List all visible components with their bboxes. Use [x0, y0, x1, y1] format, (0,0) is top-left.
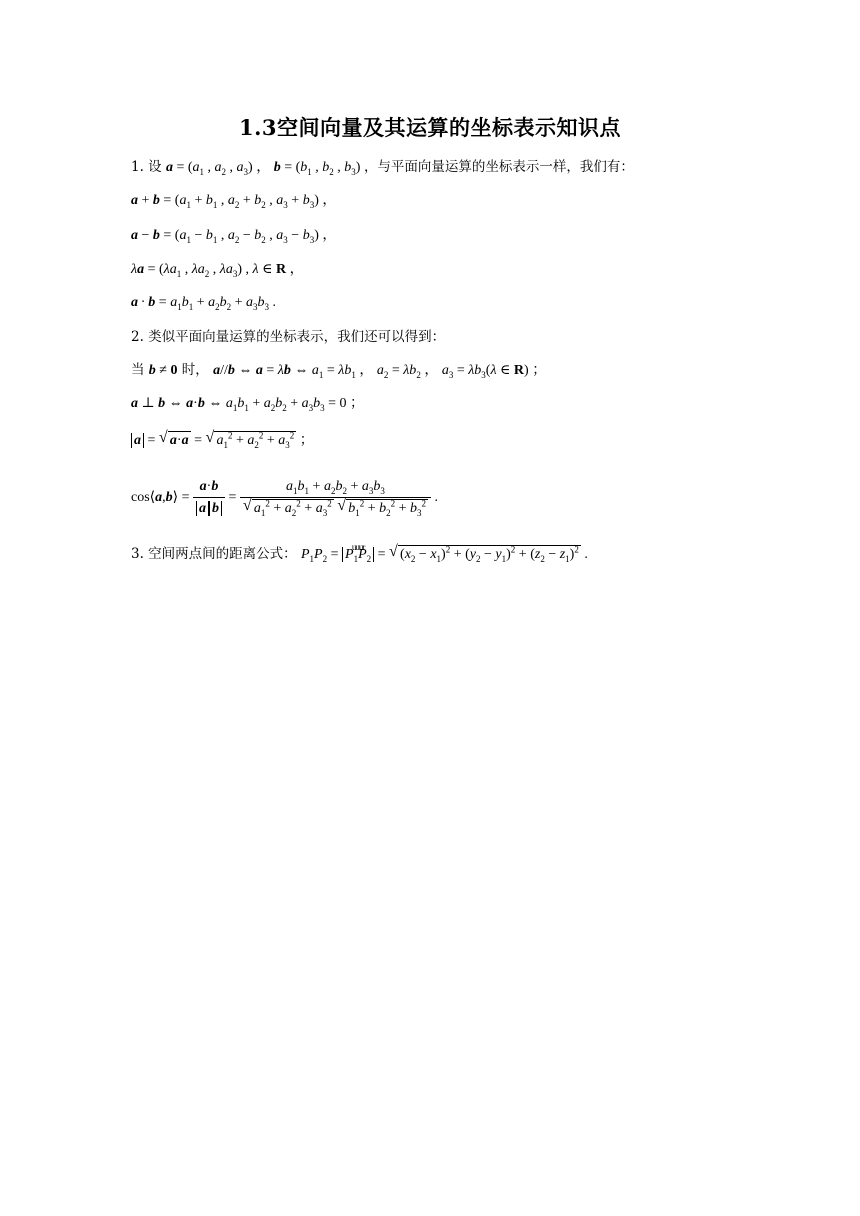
item-3-text: 3. 空间两点间的距离公式：	[131, 546, 297, 562]
formula-parallel: 当 b ≠ 0 时， a//b ⇔ a = λb ⇔ $a_1 = \lambda b_1$ ， $a_2 = \lambda b_2$ ， $a_3 = \lambda b_3(\lambda$ ∈ R) ；	[131, 362, 547, 380]
formula-distance: 3. 空间两点间的距离公式： $P_1P_2$ = uuur $P_1P_2$ = √ $(x_2 - x_1)^2 + (y_2 - y_1)^2 + (z_2 - z_1)^2$ .	[131, 542, 588, 564]
formula-scalar: $\lambda a = (\lambda a_1$ , $\lambda a_2$ , $\lambda a_3$) , λ ∈ R ，	[131, 262, 304, 279]
item-2-when-time: 时，	[181, 362, 209, 378]
formula-difference: $a - b = (a_1 - b_1$ , $a_2 - b_2$ , $a_3 - b_3$) ，	[131, 228, 337, 245]
page-title: 1.3空间向量及其运算的坐标表示知识点	[238, 115, 622, 140]
item-1-definition	[131, 158, 634, 177]
formula-norm: a = √ a·a = √ $a_1^2 + a_2^2 + a_3^2$ ；	[131, 432, 314, 450]
item-2-text: 2. 类似平面向量运算的坐标表示，我们还可以得到：	[131, 329, 446, 345]
formula-dot-product: $a \cdot b = a_1b_1 + a_2b_2 + a_3b_3$ .	[131, 295, 276, 312]
item-2-when: 当	[131, 362, 145, 378]
item-1-suffix: ，与平面向量运算的坐标表示一样，我们有：	[363, 159, 634, 175]
formula-sum: $a + b = (a_1 + b_1$ , $a_2 + b_2$ , $a_3 + b_3$) ，	[131, 193, 337, 210]
formula-perpendicular: a ⊥ b ⇔ a·b ⇔ $a_1b_1 + a_2b_2 + a_3b_3 = 0$ ；	[131, 396, 365, 413]
vector-a-definition: $a = (a_1$ , $a_2$ , $a_3$) ， $b = (b_1$ , $b_2$ , $b_3$)	[165, 160, 364, 177]
item-1-label: 1. 设	[131, 159, 162, 175]
formula-cosine: cos⟨a,b⟩ = $\frac{a\cdot b}{\text{a b}}$ = $a_1b_1 + a_2b_2 + a_3b_3$ √ $a_1^2 + a_2^2 + a_3^2$ √ $b_1^2 + b_2^2 + b_3^2$ .	[131, 479, 439, 518]
